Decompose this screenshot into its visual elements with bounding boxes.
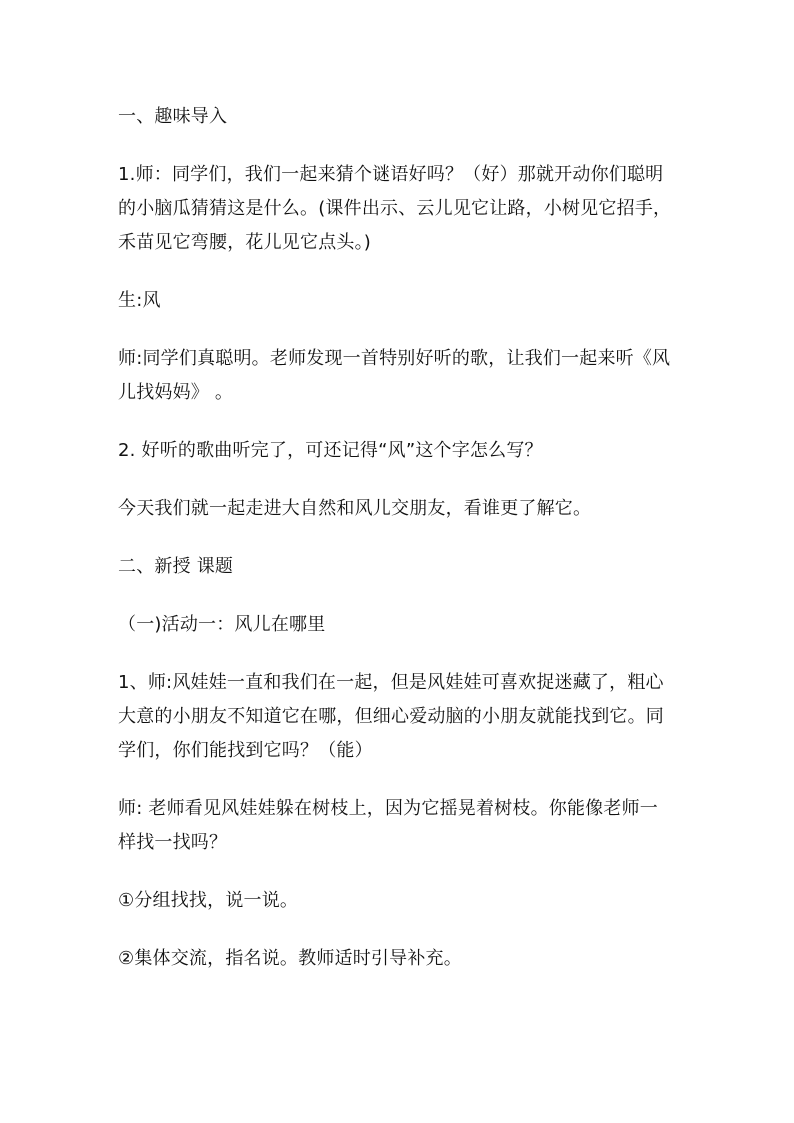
text-line: 儿找妈妈》 。	[118, 382, 234, 403]
section-heading-intro	[118, 100, 683, 134]
section-heading-new-lesson	[118, 550, 683, 584]
document-body	[118, 100, 683, 1000]
text-line: 师:同学们真聪明。老师发现一首特别好听的歌，让我们一起来听《风	[118, 348, 671, 369]
text-line: 今天我们就一起走进大自然和风儿交朋友，看谁更了解它。	[118, 498, 592, 519]
text-line: 样找一找吗？	[118, 832, 228, 853]
paragraph-character-question	[118, 434, 683, 468]
paragraph-teacher-example	[118, 792, 683, 860]
text-line: （一)活动一：风儿在哪里	[118, 614, 326, 635]
text-line: 禾苗见它弯腰，花儿见它点头。)	[118, 232, 372, 253]
text-line: 师: 老师看见风娃娃躲在树枝上，因为它摇晃着树枝。你能像老师一	[118, 798, 658, 819]
text-line: 1、师:风娃娃一直和我们在一起，但是风娃娃可喜欢捉迷藏了，粗心	[118, 672, 664, 693]
text-line: 二、新授 课题	[118, 556, 234, 577]
paragraph-hide-and-seek	[118, 666, 683, 768]
text-line: 学们，你们能找到它吗？（能）	[118, 740, 373, 761]
list-item-group-share	[118, 942, 683, 976]
paragraph-riddle	[118, 158, 683, 260]
text-line: 2. 好听的歌曲听完了，可还记得“风”这个字怎么写？	[118, 440, 543, 461]
paragraph-today	[118, 492, 683, 526]
text-line: ①分组找找，说一说。	[118, 890, 299, 911]
text-line: 大意的小朋友不知道它在哪，但细心爱动脑的小朋友就能找到它。同	[118, 706, 664, 727]
subsection-heading-activity-one	[118, 608, 683, 642]
text-line: 的小脑瓜猜猜这是什么。(课件出示、云儿见它让路，小树见它招手，	[118, 198, 672, 219]
paragraph-student-answer	[118, 284, 683, 318]
paragraph-teacher-song	[118, 342, 683, 410]
text-line: 生:风	[118, 290, 161, 311]
text-line: ②集体交流，指名说。教师适时引导补充。	[118, 948, 462, 969]
list-item-group-search	[118, 884, 683, 918]
text-line: 一、趣味导入	[118, 106, 228, 127]
text-line: 1.师：同学们，我们一起来猜个谜语好吗？（好）那就开动你们聪明	[118, 164, 664, 185]
